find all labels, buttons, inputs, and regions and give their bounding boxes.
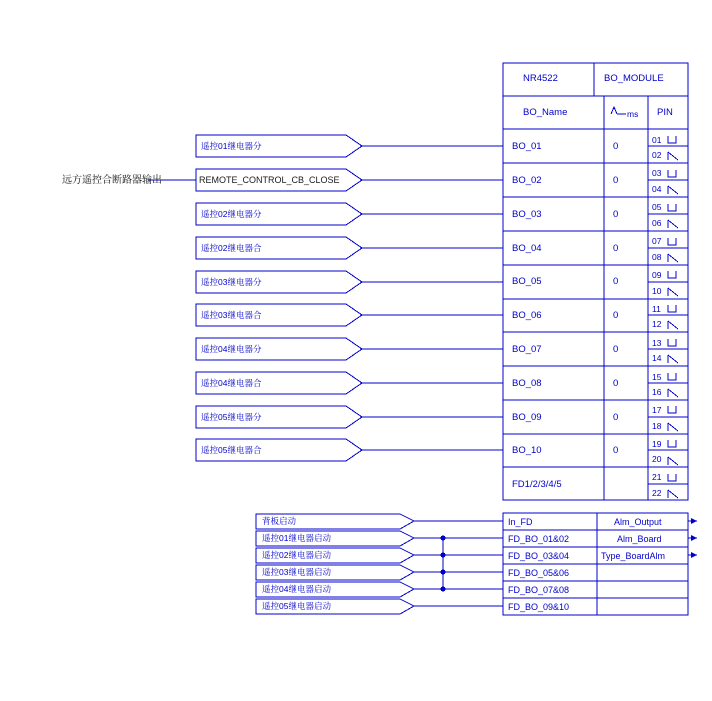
pin-top: 13	[652, 338, 662, 348]
pin-top: 03	[652, 168, 662, 178]
bo-ms: 0	[613, 378, 619, 389]
fd-name: In_FD	[508, 517, 533, 527]
pin-top: 11	[652, 304, 661, 314]
bo-name: BO_03	[512, 209, 542, 220]
pin-bottom: 04	[652, 184, 662, 194]
pin-bottom: 06	[652, 218, 662, 228]
signal-label: 遥控05继电器分	[201, 412, 262, 422]
bo-name: BO_07	[512, 344, 542, 355]
pin-bottom: 18	[652, 421, 662, 431]
bo-name: BO_08	[512, 378, 542, 389]
bo-ms: 0	[613, 310, 619, 321]
pin-bottom: 02	[652, 150, 662, 160]
fd-signal-label: 遥控04继电器启动	[262, 584, 331, 594]
signal-label: 遥控04继电器分	[201, 344, 262, 354]
fd-signal-label: 遥控01继电器启动	[262, 533, 331, 543]
pin-top: 09	[652, 270, 662, 280]
fd-name: FD_BO_07&08	[508, 585, 570, 595]
module-name: BO_MODULE	[604, 73, 664, 84]
signal-label: REMOTE_CONTROL_CB_CLOSE	[199, 175, 340, 185]
bo-ms: 0	[613, 344, 619, 355]
bo-name: BO_04	[512, 243, 542, 254]
signal-label: 遥控04继电器合	[201, 378, 262, 388]
column-header-ms: ms	[627, 109, 639, 119]
signal-label: 遥控03继电器合	[201, 310, 262, 320]
bo-name: BO_05	[512, 276, 542, 287]
left-annotation: 远方遥控合断路器输出	[62, 175, 162, 186]
device-name: NR4522	[523, 73, 558, 84]
bo-name: BO_06	[512, 310, 542, 321]
bo-name: BO_10	[512, 445, 542, 456]
fd-signal-label: 背板启动	[262, 516, 297, 526]
column-header-pin: PIN	[657, 107, 673, 118]
column-header-bo-name: BO_Name	[523, 107, 568, 118]
pin-bottom: 12	[652, 319, 662, 329]
pin-bottom: 14	[652, 353, 662, 363]
pin-top: 17	[652, 405, 662, 415]
pin-top: 19	[652, 439, 662, 449]
signal-label: 遥控01继电器分	[201, 141, 262, 151]
bo-name: BO_09	[512, 412, 542, 423]
fd-name: FD_BO_01&02	[508, 534, 570, 544]
bo-ms: 0	[613, 209, 619, 220]
fd-name: FD_BO_03&04	[508, 551, 570, 561]
fd-right: Alm_Output	[614, 517, 662, 527]
signal-label: 遥控02继电器分	[201, 209, 262, 219]
bo-ms: 0	[613, 175, 619, 186]
bo-name: BO_01	[512, 141, 542, 152]
pin-top: 07	[652, 236, 662, 246]
bo-name: BO_02	[512, 175, 542, 186]
pin-bottom: 20	[652, 454, 662, 464]
bo-ms: 0	[613, 141, 619, 152]
signal-label: 遥控03继电器分	[201, 277, 262, 287]
fd-signal-label: 遥控05继电器启动	[262, 601, 331, 611]
pin-top: 15	[652, 372, 662, 382]
pin-top: 21	[652, 472, 662, 482]
fd-name: FD_BO_09&10	[508, 602, 570, 612]
fd-right: Type_BoardAlm	[601, 551, 666, 561]
pin-top: 05	[652, 202, 662, 212]
fd-right: Alm_Board	[617, 534, 662, 544]
pin-bottom: 10	[652, 286, 662, 296]
pin-top: 01	[652, 135, 662, 145]
pin-bottom: 08	[652, 252, 662, 262]
pin-bottom: 22	[652, 488, 662, 498]
bo-ms: 0	[613, 276, 619, 287]
fd-signal-label: 遥控02继电器启动	[262, 550, 331, 560]
bo-name: FD1/2/3/4/5	[512, 479, 562, 490]
fd-name: FD_BO_05&06	[508, 568, 570, 578]
signal-label: 遥控05继电器合	[201, 445, 262, 455]
fd-signal-label: 遥控03继电器启动	[262, 567, 331, 577]
pin-bottom: 16	[652, 387, 662, 397]
bo-ms: 0	[613, 445, 619, 456]
bo-ms: 0	[613, 412, 619, 423]
signal-label: 遥控02继电器合	[201, 243, 262, 253]
bo-ms: 0	[613, 243, 619, 254]
